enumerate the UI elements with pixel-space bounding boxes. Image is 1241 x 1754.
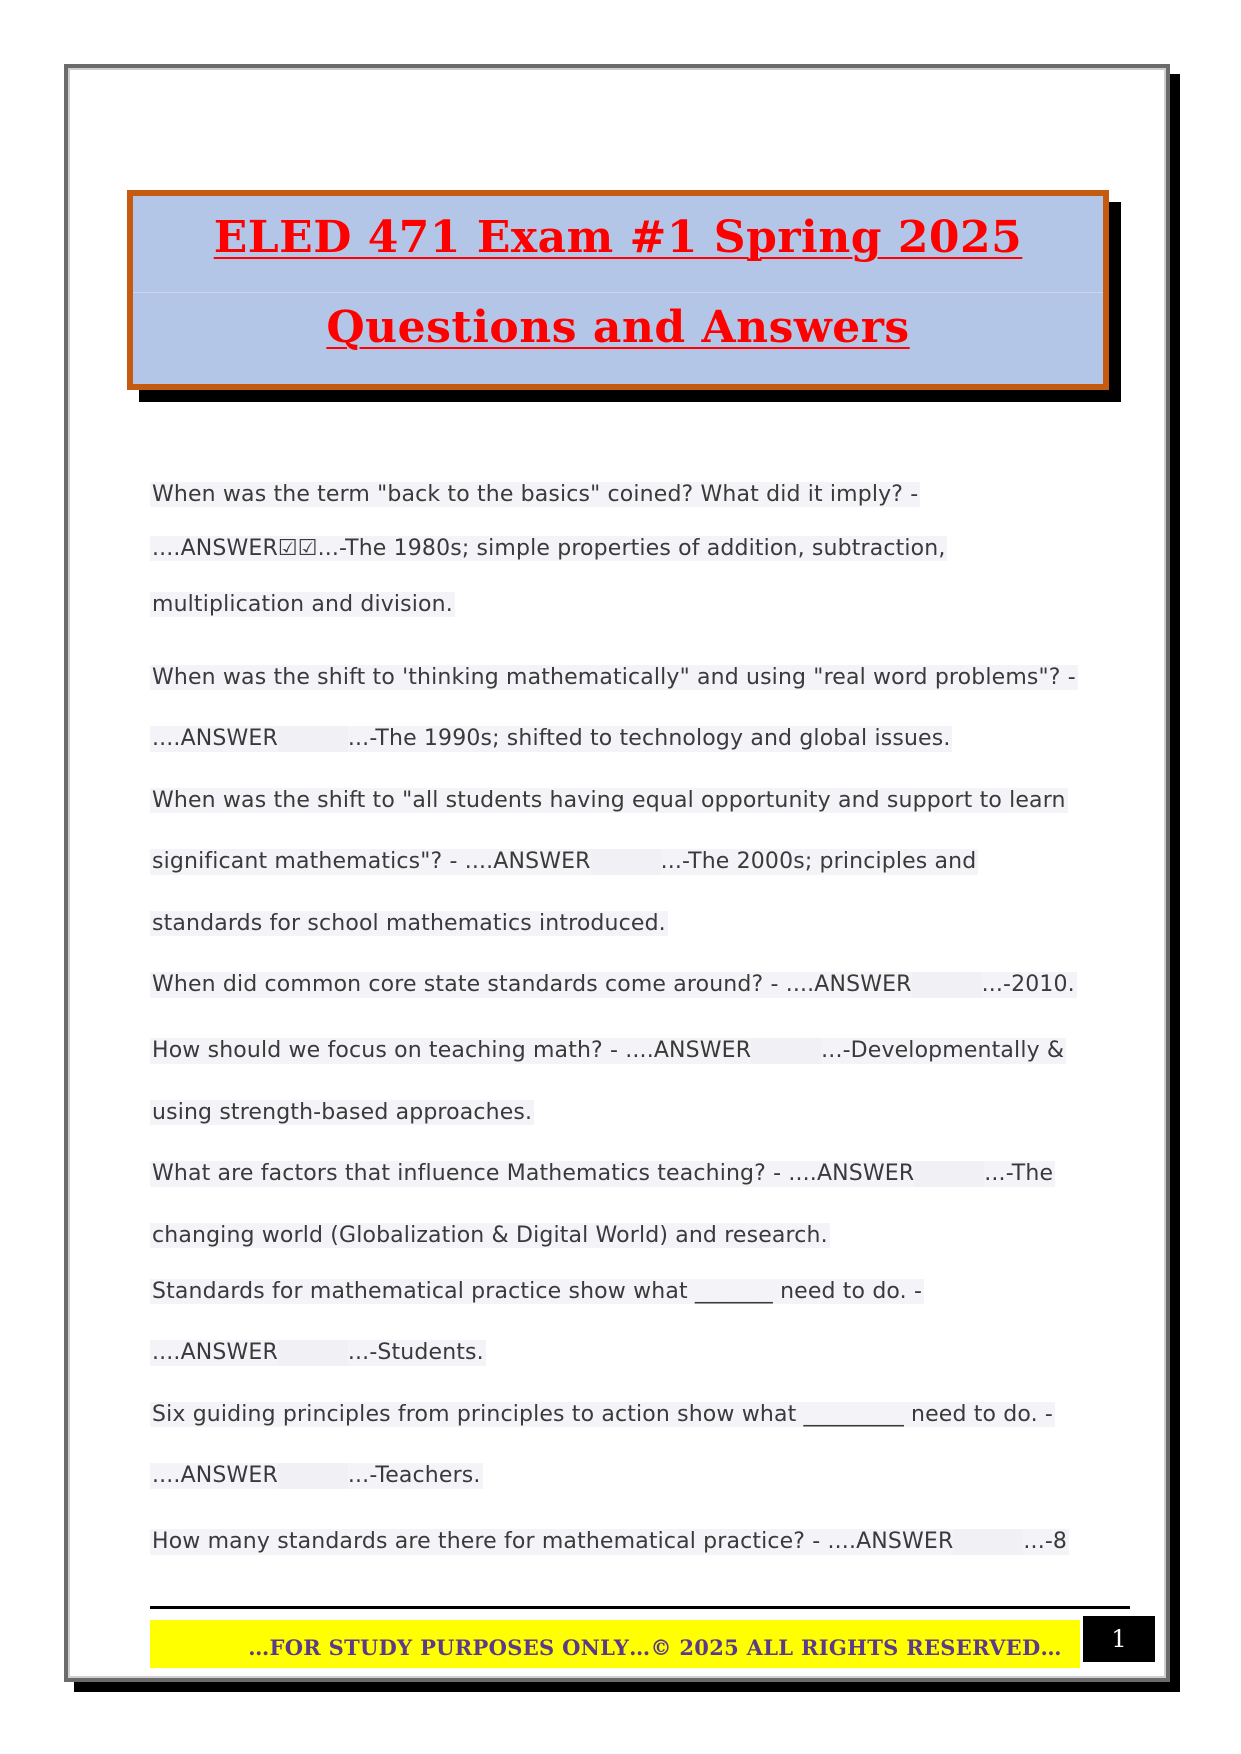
q8-answer-line	[150, 1463, 483, 1489]
title-line-1: ELED 471 Exam #1 Spring 2025	[213, 212, 1023, 263]
blank-gap	[591, 849, 661, 875]
blank-gap	[278, 726, 348, 752]
q7-answer-text: ...-Students.	[347, 1340, 484, 1365]
q4-line	[150, 972, 1077, 998]
q5-tail: using strength-based approaches.	[152, 1100, 533, 1125]
page-number: 1	[1083, 1616, 1155, 1662]
blank-gap	[914, 1161, 984, 1187]
q7-line-1: Standards for mathematical practice show what _______ need to do. -	[152, 1279, 923, 1304]
q6-tail: changing world (Globalization & Digital World) and research.	[152, 1223, 828, 1248]
q3-line-2	[150, 849, 978, 875]
q7-answer-line	[150, 1340, 486, 1366]
q6-answer: ...-The	[984, 1161, 1054, 1186]
q5-answer: ...-Developmentally &	[821, 1038, 1065, 1063]
blank-gap	[912, 972, 982, 998]
q3-line-1: When was the shift to "all students having equal opportunity and support to learn	[152, 788, 1066, 813]
footer-rule	[150, 1606, 1130, 1609]
blank-gap	[278, 1340, 348, 1366]
q6-question: What are factors that influence Mathematics teaching? - ....ANSWER	[152, 1161, 915, 1186]
footer-notice: …FOR STUDY PURPOSES ONLY…© 2025 ALL RIGHTS RESERVED…	[150, 1620, 1080, 1668]
q2-line-1: When was the shift to 'thinking mathematically" and using "real word problems"? -	[152, 665, 1076, 690]
q9-line	[150, 1529, 1069, 1555]
q1-line-3: multiplication and division.	[152, 592, 453, 617]
q8-line-1: Six guiding principles from principles to action show what _________ need to do. -	[152, 1402, 1053, 1427]
q8-answer-label: ....ANSWER	[152, 1463, 278, 1488]
q2-answer-label: ....ANSWER	[152, 726, 278, 751]
q1-line-1: When was the term "back to the basics" coined? What did it imply? -	[152, 482, 919, 507]
q3-question: significant mathematics"? - ....ANSWER	[152, 849, 591, 874]
q8-answer-text: ...-Teachers.	[347, 1463, 481, 1488]
q6-line	[150, 1161, 1055, 1187]
q9-question: How many standards are there for mathematical practice? - ....ANSWER	[152, 1529, 954, 1554]
title-line-2: Questions and Answers	[326, 302, 910, 353]
q2-answer-text: ...-The 1990s; shifted to technology and global issues.	[347, 726, 951, 751]
q7-answer-label: ....ANSWER	[152, 1340, 278, 1365]
q4-answer: ...-2010.	[981, 972, 1075, 997]
title-divider	[133, 292, 1103, 293]
q1-line-2: ....ANSWER☑☑...-The 1980s; simple properties of addition, subtraction,	[152, 536, 946, 561]
q3-line-3: standards for school mathematics introduced.	[152, 911, 666, 936]
q5-question: How should we focus on teaching math? - ....ANSWER	[152, 1038, 752, 1063]
q2-answer-line	[150, 726, 952, 752]
blank-gap	[953, 1529, 1023, 1555]
blank-gap	[751, 1038, 821, 1064]
q9-answer: ...-8	[1023, 1529, 1068, 1554]
title-banner	[127, 190, 1109, 390]
blank-gap	[278, 1463, 348, 1489]
q4-question: When did common core state standards come around? - ....ANSWER	[152, 972, 912, 997]
q5-line	[150, 1038, 1066, 1064]
q3-answer: ...-The 2000s; principles and	[660, 849, 977, 874]
